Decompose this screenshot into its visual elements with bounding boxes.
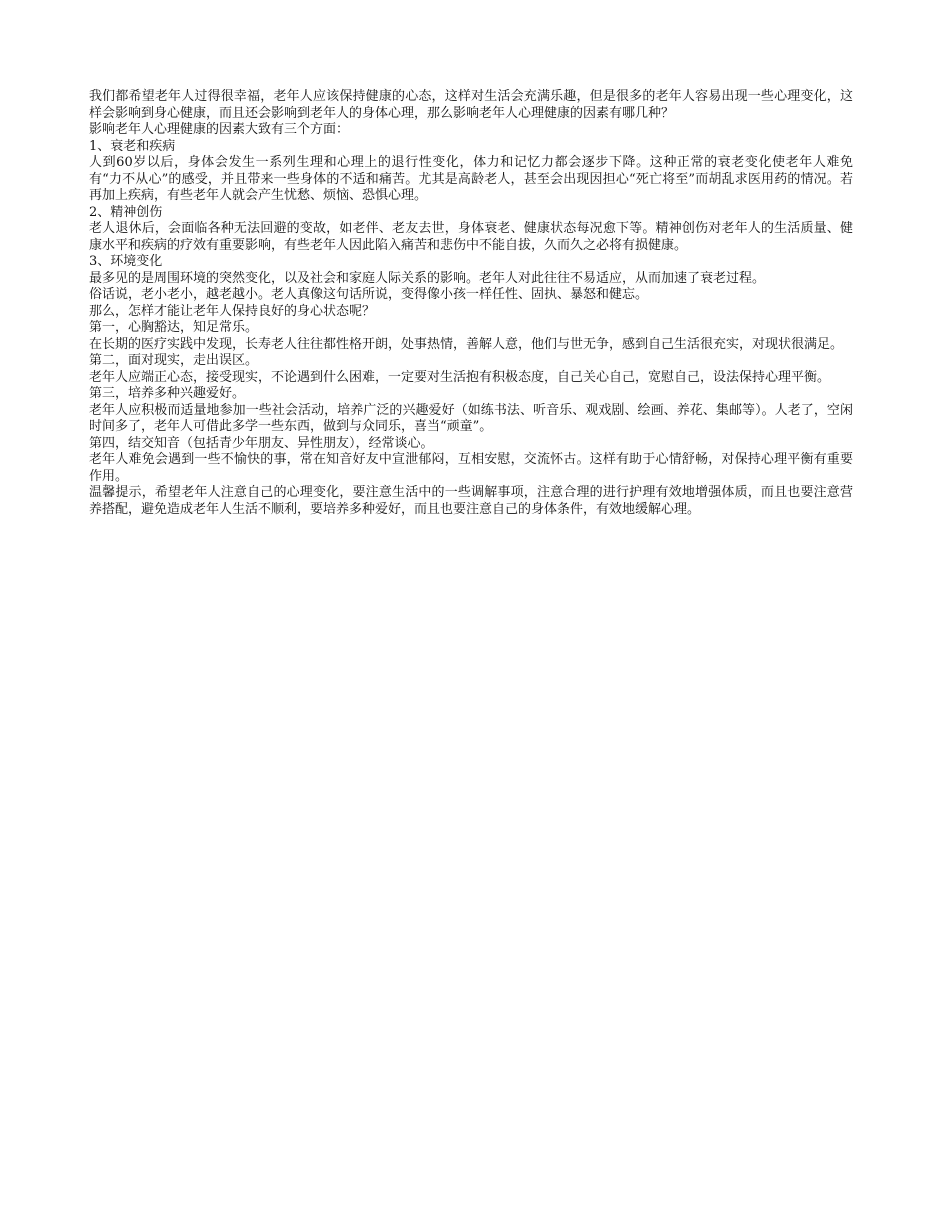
- intro-paragraph: 我们都希望老年人过得很幸福，老年人应该保持健康的心态，这样对生活会充满乐趣，但是很多的老年人容易出现一些心理变化，这样会影响到身心健康，而且还会影响到老年人的身体心理，那么影响老年人心理健康的因素有哪几种？: [89, 89, 853, 121]
- factors-summary: 影响老年人心理健康的因素大致有三个方面：: [89, 122, 350, 137]
- tip-paragraph-3: 老年人应积极而适量地参加一些社会活动，培养广泛的兴趣爱好（如练书法、听音乐、观戏剧、绘画、养花、集邮等）。人老了，空闲时间多了，老年人可借此多学一些东西，做到与众同乐，喜当“顽童”。: [89, 402, 853, 434]
- tip-paragraph-2: 老年人应端正心态，接受现实，不论遇到什么困难，一定要对生活抱有积极态度，自己关心自己，宽慰自己，设法保持心理平衡。: [89, 369, 831, 385]
- closing-tip-paragraph: 温馨提示，希望老年人注意自己的心理变化，要注意生活中的一些调解事项，注意合理的进行护理有效地增强体质，而且也要注意营养搭配，避免造成老年人生活不顺利，要培养多种爱好，而且也要注意自己的身体条件，有效地缓解心理。: [89, 485, 853, 517]
- section-heading-aging: 1、衰老和疾病: [89, 138, 176, 154]
- tip-heading-1: 第一，心胸豁达，知足常乐。: [89, 320, 259, 335]
- aging-paragraph: 人到60岁以后，身体会发生一系列生理和心理上的退行性变化，体力和记忆力都会逐步下降。这种正常的衰老变化使老年人难免有“力不从心”的感受，并且带来一些身体的不适和痛苦。尤其是高龄老人，甚至会出现因担心“死亡将至”而胡乱求医用药的情况。若再加上疾病，有些老年人就会产生忧愁、烦恼、恐惧心理。: [89, 155, 853, 203]
- tip-paragraph-1: 在长期的医疗实践中发现，长寿老人往往都性格开朗，处事热情，善解人意，他们与世无争，感到自己生活很充实，对现状很满足。: [89, 336, 844, 352]
- tip-heading-4: 第四，结交知音（包括青少年朋友、异性朋友），经常谈心。: [89, 435, 434, 451]
- trauma-paragraph: 老人退休后，会面临各种无法回避的变故，如老伴、老友去世，身体衰老、健康状态每况愈下等。精神创伤对老年人的生活质量、健康水平和疾病的疗效有重要影响，有些老年人因此陷入痛苦和悲伤中不能自拔，久而久之必将有损健康。: [89, 221, 853, 253]
- environment-paragraph: 最多见的是周围环境的突然变化，以及社会和家庭人际关系的影响。老年人对此往往不易适应，从而加速了衰老过程。: [89, 270, 766, 286]
- section-heading-environment: 3、环境变化: [89, 254, 163, 269]
- question-paragraph: 那么，怎样才能让老年人保持良好的身心状态呢？: [89, 303, 376, 319]
- proverb-paragraph: 俗话说，老小老小，越老越小。老人真像这句话所说，变得像小孩一样任性、固执、暴怒和健忘。: [89, 287, 649, 302]
- tip-heading-3: 第三，培养多种兴趣爱好。: [89, 386, 246, 401]
- tip-paragraph-4: 老年人难免会遇到一些不愉快的事，常在知音好友中宣泄郁闷，互相安慰，交流怀古。这样有助于心情舒畅，对保持心理平衡有重要作用。: [89, 452, 853, 484]
- section-heading-trauma: 2、精神创伤: [89, 204, 163, 220]
- tip-heading-2: 第二，面对现实，走出误区。: [89, 353, 259, 368]
- document-body: [89, 89, 853, 518]
